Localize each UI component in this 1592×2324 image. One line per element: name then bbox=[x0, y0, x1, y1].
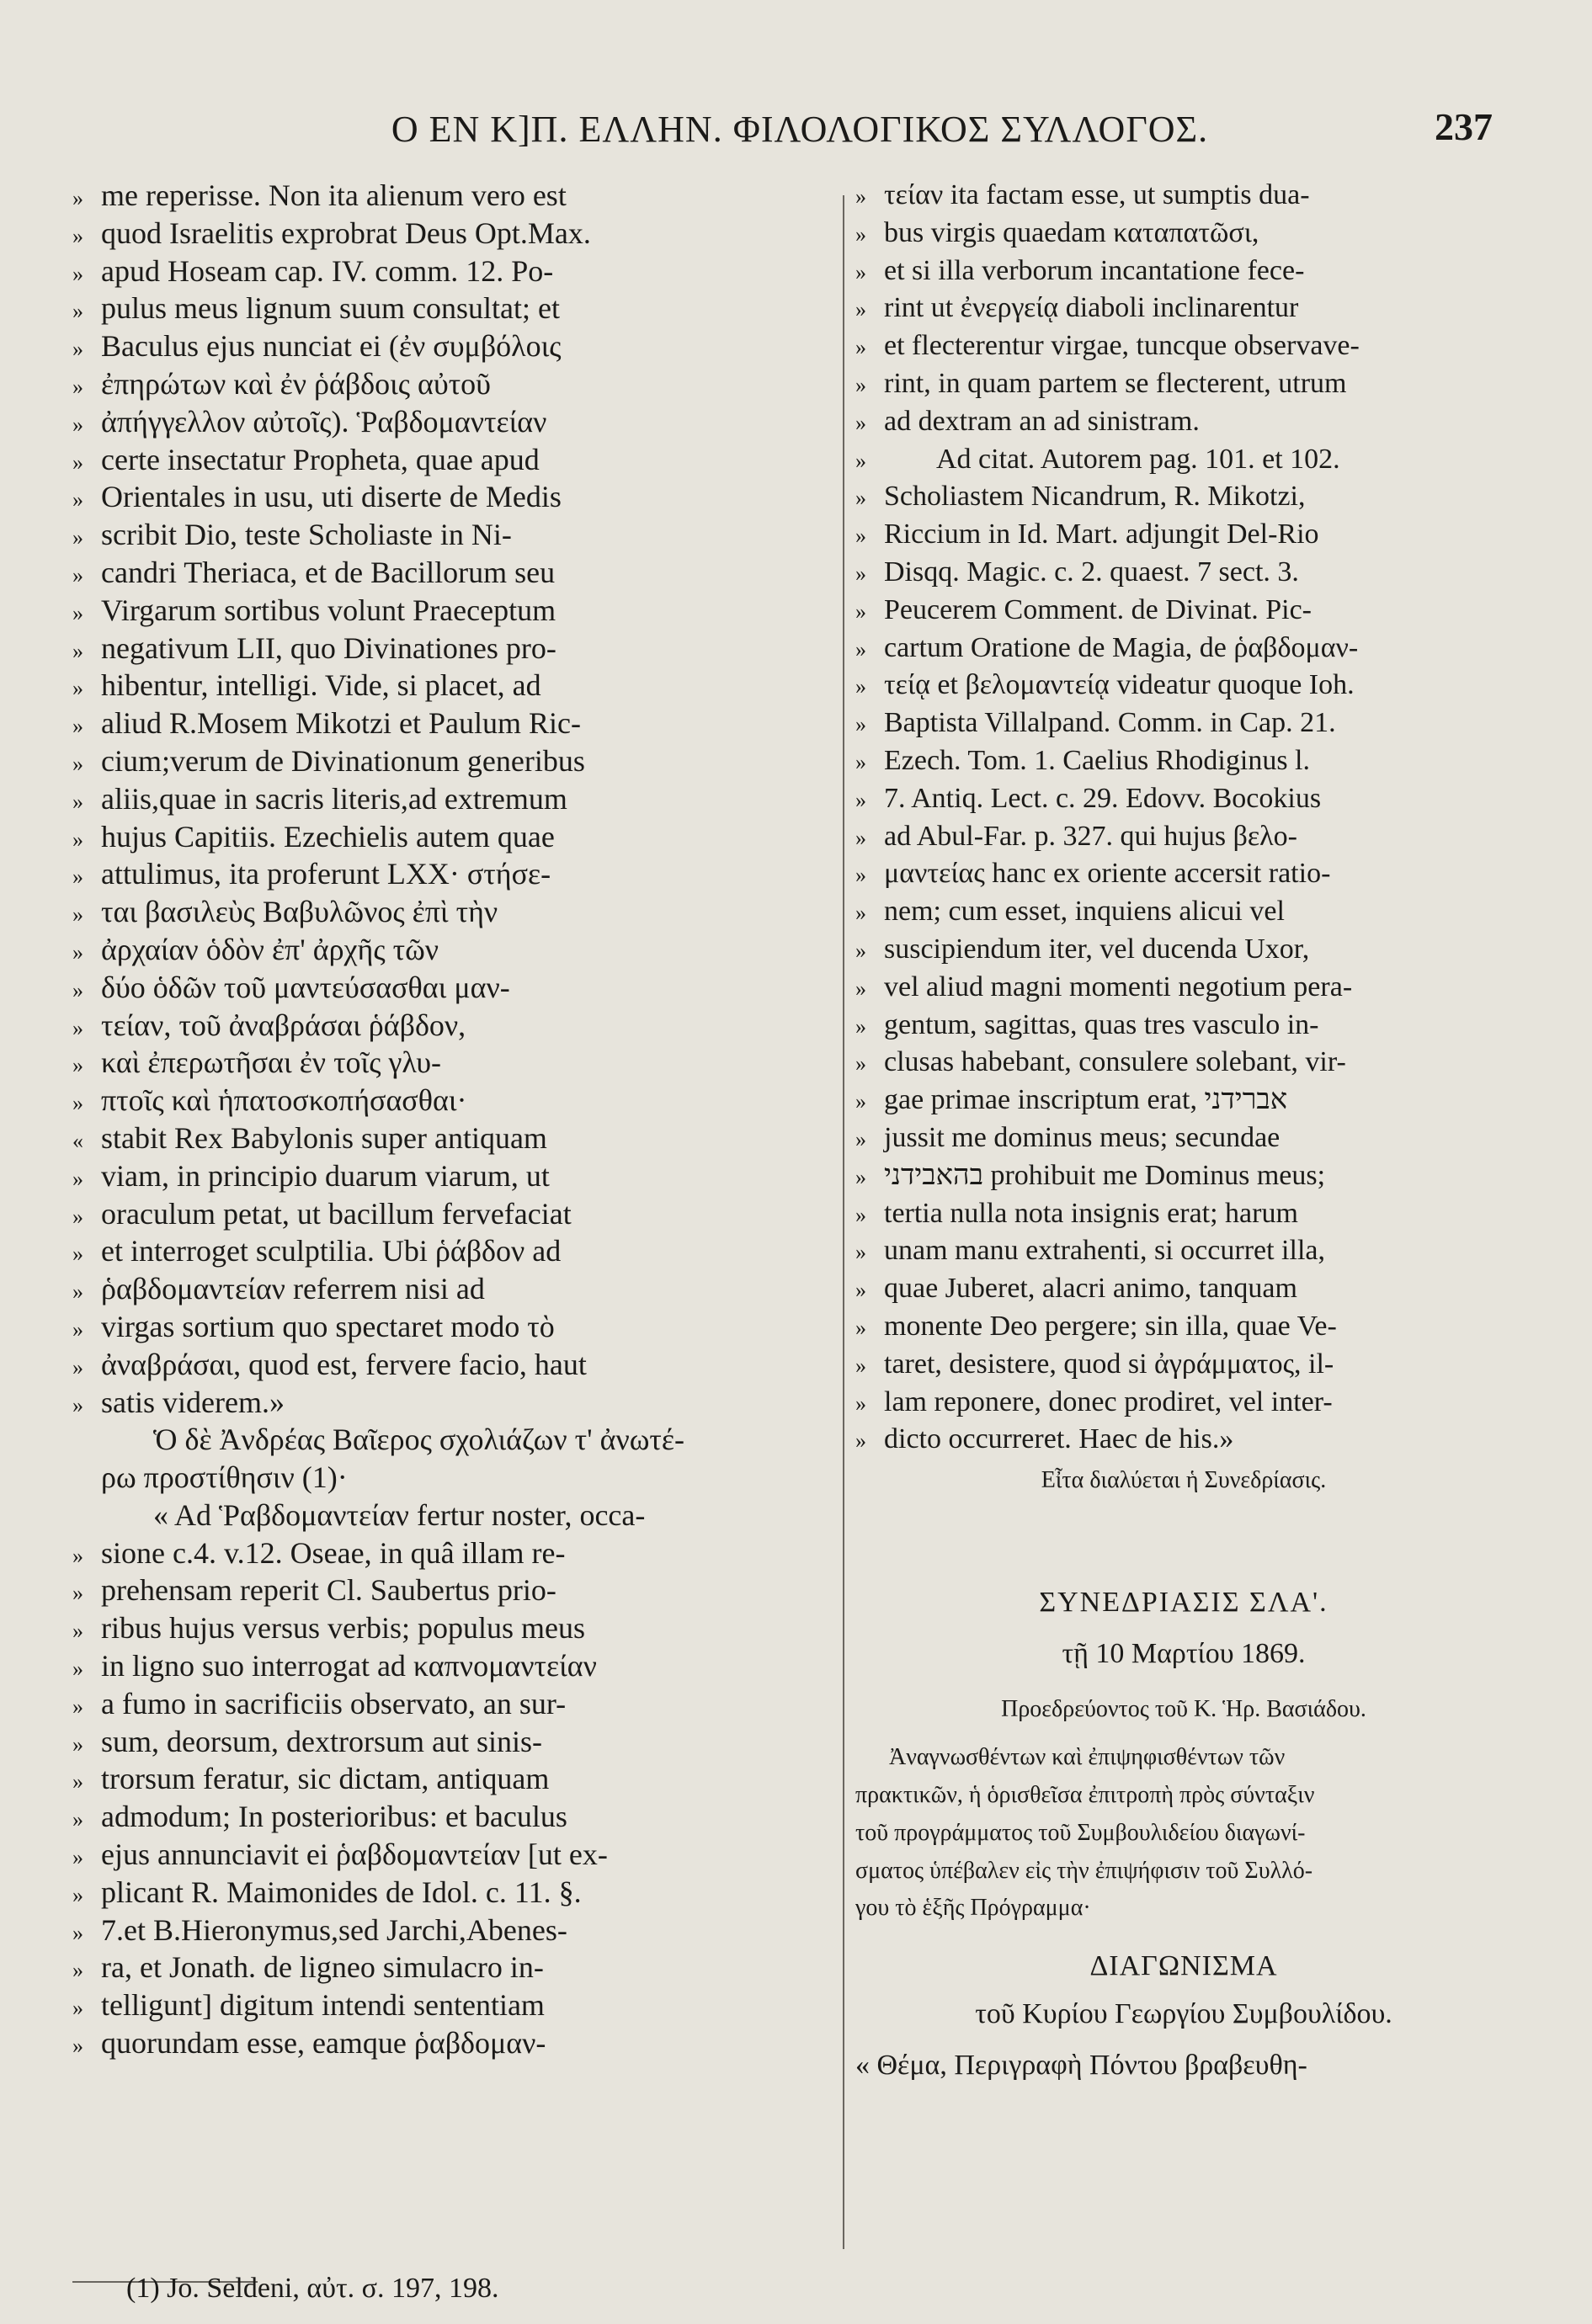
quote-mark: » bbox=[855, 1202, 866, 1227]
quote-mark: » bbox=[72, 261, 83, 286]
text-line bbox=[72, 177, 830, 215]
text-line bbox=[855, 327, 1512, 365]
quote-mark: » bbox=[855, 901, 866, 926]
text-line bbox=[72, 1609, 830, 1647]
quote-mark: » bbox=[855, 976, 866, 1001]
text-line bbox=[855, 290, 1512, 327]
line-text: ribus hujus versus verbis; populus meus bbox=[101, 1611, 585, 1646]
text-line bbox=[72, 667, 830, 705]
line-text: δύο ὁδῶν τοῦ μαντεύσασθαι μαν- bbox=[101, 970, 510, 1004]
line-text: Baptista Villalpand. Comm. in Cap. 21. bbox=[884, 707, 1336, 739]
line-text: ad Abul-Far. p. 327. qui hujus βελο- bbox=[884, 820, 1297, 852]
line-text: candri Theriaca, et de Bacillorum seu bbox=[101, 555, 556, 589]
quote-mark: » bbox=[72, 902, 83, 928]
text-line bbox=[855, 742, 1512, 780]
text-line bbox=[855, 441, 1512, 479]
page-header bbox=[0, 101, 1592, 168]
text-line bbox=[72, 1685, 830, 1723]
line-text: aliud R.Mosem Mikotzi et Paulum Ric- bbox=[101, 706, 581, 741]
quote-mark: » bbox=[855, 1089, 866, 1114]
line-text: telligunt] digitum intendi sententiam bbox=[101, 1988, 545, 2023]
quote-mark: » bbox=[72, 1581, 83, 1606]
quote-mark: » bbox=[72, 1091, 83, 1116]
line-text: Virgarum sortibus volunt Praeceptum bbox=[101, 593, 556, 627]
line-text: Riccium in Id. Mart. adjungit Del-Rio bbox=[884, 519, 1319, 550]
line-text: ejus annunciavit ei ῥαβδομαντείαν [ut ex- bbox=[101, 1837, 608, 1872]
text-line bbox=[72, 1723, 830, 1761]
text-line bbox=[72, 1571, 830, 1609]
text-line bbox=[855, 1044, 1512, 1082]
quote-mark: » bbox=[855, 372, 866, 397]
quote-mark: » bbox=[855, 1428, 866, 1454]
quote-mark: » bbox=[72, 751, 83, 776]
line-text: sione c.4. v.12. Oseae, in quâ illam re- bbox=[101, 1535, 566, 1570]
spacer bbox=[855, 1500, 1512, 1584]
quote-mark: » bbox=[72, 223, 83, 248]
line-text: τείαν, τοῦ ἀναβράσαι ῥάβδον, bbox=[101, 1008, 466, 1042]
text-line bbox=[72, 1647, 830, 1685]
line-text: jussit me dominus meus; secundae bbox=[884, 1121, 1281, 1153]
line-text: monente Deo pergere; sin illa, quae Ve- bbox=[884, 1310, 1337, 1342]
text-line bbox=[72, 592, 830, 630]
quote-mark: » bbox=[855, 1164, 866, 1189]
line-text: rint ut ἐνεργείᾳ diaboli inclinarentur bbox=[884, 292, 1299, 324]
text-line bbox=[72, 1421, 830, 1459]
line-text: μαντείας hanc ex oriente accersit ratio- bbox=[884, 858, 1331, 890]
quote-mark: » bbox=[72, 1242, 83, 1267]
line-text: suscipiendum iter, vel ducenda Uxor, bbox=[884, 933, 1310, 965]
text-line bbox=[72, 818, 830, 856]
session-paragraph-line: πρακτικῶν, ἡ ὁρισθεῖσα ἐπιτροπὴ πρὸς σύνταξιν bbox=[855, 1782, 1315, 1809]
line-text: ρω προστίθησιν (1)· bbox=[101, 1460, 348, 1495]
quote-mark: » bbox=[72, 299, 83, 324]
quote-mark: » bbox=[72, 374, 83, 399]
line-text: cartum Oratione de Magia, de ῥαβδομαν- bbox=[884, 631, 1359, 663]
line-text: attulimus, ita proferunt LXX· στήσε- bbox=[101, 857, 551, 891]
line-text: ad dextram an ad sinistram. bbox=[884, 405, 1200, 437]
session-title: ΣΥΝΕΔΡΙΑΣΙΣ ΣΛΑ'. bbox=[1039, 1586, 1328, 1618]
quote-mark: » bbox=[72, 600, 83, 625]
text-line bbox=[72, 554, 830, 592]
line-text: Ὁ δὲ Ἀνδρέας Βαῖερος σχολιάζων τ' ἀνωτέ- bbox=[153, 1423, 684, 1457]
text-line bbox=[72, 1459, 830, 1497]
line-text: lam reponere, donec prodiret, vel inter- bbox=[884, 1385, 1333, 1417]
line-text: gentum, sagittas, quas tres vasculo in- bbox=[884, 1008, 1319, 1040]
text-line bbox=[855, 1119, 1512, 1157]
line-text: me reperisse. Non ita alienum vero est bbox=[101, 178, 567, 212]
quote-mark: » bbox=[855, 1240, 866, 1265]
text-line bbox=[72, 441, 830, 479]
line-text: et flecterentur virgae, tuncque observave- bbox=[884, 330, 1360, 362]
text-line bbox=[855, 478, 1512, 516]
quote-mark: « bbox=[72, 1128, 83, 1153]
line-text: plicant R. Maimonides de Idol. c. 11. §. bbox=[101, 1875, 582, 1909]
line-text: certe insectatur Propheta, quae apud bbox=[101, 442, 540, 476]
line-text: scribit Dio, teste Scholiaste in Ni- bbox=[101, 518, 512, 552]
line-text: καὶ ἐπερωτῆσαι ἐν τοῖς γλυ- bbox=[101, 1045, 442, 1080]
quote-mark: » bbox=[855, 1278, 866, 1303]
line-text: trorsum feratur, sic dictam, antiquam bbox=[101, 1762, 550, 1796]
line-text: πτοῖς καὶ ἡπατοσκοπήσασθαι· bbox=[101, 1083, 467, 1118]
text-line bbox=[855, 1384, 1512, 1422]
contest-subtitle: τοῦ Κυρίου Γεωργίου Συμβουλίδου. bbox=[975, 1998, 1392, 2030]
page-number: 237 bbox=[1435, 105, 1493, 148]
text-line bbox=[855, 1232, 1512, 1270]
line-text: in ligno suo interrogat ad καπνομαντείαν bbox=[101, 1649, 597, 1683]
line-text: virgas sortium quo spectaret modo τὸ bbox=[101, 1309, 555, 1343]
contest-title: ΔΙΑΓΩΝΙΣΜΑ bbox=[1089, 1950, 1278, 1982]
quote-mark: » bbox=[855, 1126, 866, 1151]
line-text: τείαν ita factam esse, ut sumptis dua- bbox=[884, 179, 1310, 210]
line-text: negativum LII, quo Divinationes pro- bbox=[101, 630, 556, 665]
text-line bbox=[72, 1007, 830, 1045]
line-text: ἐπηρώτων καὶ ἐν ῥάβδοις αὐτοῦ bbox=[101, 366, 492, 401]
quote-mark: » bbox=[72, 1657, 83, 1682]
line-text: cium;verum de Divinationum generibus bbox=[101, 743, 585, 778]
text-line bbox=[72, 1346, 830, 1384]
line-text: quod Israelitis exprobrat Deus Opt.Max. bbox=[101, 215, 591, 250]
quote-mark: » bbox=[72, 789, 83, 814]
text-line bbox=[855, 1195, 1512, 1233]
line-text: τείᾳ et βελομαντείᾳ videatur quoque Ioh. bbox=[884, 669, 1355, 701]
quote-mark: » bbox=[72, 186, 83, 210]
text-line bbox=[72, 780, 830, 818]
quote-mark: » bbox=[72, 1845, 83, 1870]
quote-mark: » bbox=[855, 1353, 866, 1378]
line-text: sum, deorsum, dextrorsum aut sinis- bbox=[101, 1724, 542, 1758]
line-text: nem; cum esset, inquiens alicui vel bbox=[884, 896, 1285, 928]
right-column-text bbox=[855, 177, 1512, 1459]
line-text: stabit Rex Babylonis super antiquam bbox=[101, 1120, 547, 1155]
text-line bbox=[855, 1346, 1512, 1384]
line-text: 7. Antiq. Lect. c. 29. Edovv. Bocokius bbox=[884, 782, 1322, 814]
line-text: ἀναβράσαι, quod est, fervere facio, haut bbox=[101, 1347, 587, 1381]
text-line bbox=[855, 253, 1512, 290]
text-line bbox=[72, 1232, 830, 1270]
text-line bbox=[72, 516, 830, 554]
quote-mark: » bbox=[855, 863, 866, 888]
line-text: oraculum petat, ut bacillum fervefaciat bbox=[101, 1196, 572, 1231]
text-line bbox=[855, 592, 1512, 630]
text-line bbox=[855, 1157, 1512, 1195]
quote-mark: » bbox=[72, 1166, 83, 1191]
quote-mark: » bbox=[72, 1316, 83, 1342]
line-text: et si illa verborum incantatione fece- bbox=[884, 254, 1305, 286]
quote-mark: » bbox=[855, 1391, 866, 1416]
text-line bbox=[855, 630, 1512, 667]
text-line bbox=[72, 742, 830, 780]
quote-mark: » bbox=[855, 448, 866, 473]
text-line bbox=[855, 931, 1512, 969]
text-line bbox=[855, 516, 1512, 554]
column-divider bbox=[843, 195, 844, 2249]
line-text: ται βασιλεὺς Βαβυλῶνος ἐπὶ τὴν bbox=[101, 895, 498, 929]
left-column bbox=[72, 177, 830, 2062]
quote-mark: » bbox=[855, 184, 866, 209]
text-line bbox=[855, 893, 1512, 931]
quote-mark: » bbox=[72, 1769, 83, 1795]
quote-mark: » bbox=[72, 1204, 83, 1229]
quote-mark: » bbox=[72, 977, 83, 1002]
quote-mark: » bbox=[855, 524, 866, 549]
quote-mark: » bbox=[855, 561, 866, 586]
quote-mark: » bbox=[855, 787, 866, 812]
quote-mark: » bbox=[855, 825, 866, 850]
quote-mark: » bbox=[855, 1315, 866, 1340]
text-line bbox=[72, 290, 830, 327]
line-text: a fumo in sacrificiis observato, an sur- bbox=[101, 1686, 567, 1720]
footnote: (1) Jo. Seldeni, αὐτ. σ. 197, 198. bbox=[126, 2273, 499, 2304]
line-text: vel aliud magni momenti negotium pera- bbox=[884, 971, 1353, 1002]
text-line bbox=[855, 780, 1512, 818]
line-text: tertia nulla nota insignis erat; harum bbox=[884, 1197, 1298, 1229]
text-line bbox=[72, 327, 830, 365]
quote-mark: » bbox=[72, 1543, 83, 1568]
running-title: Ο ΕΝ Κ]Π. ΕΛΛΗΝ. ΦΙΛΟΛΟΓΙΚΟΣ ΣΥΛΛΟΓΟΣ. bbox=[391, 109, 1209, 150]
text-line bbox=[72, 969, 830, 1007]
quote-mark: » bbox=[855, 410, 866, 435]
session-presiding: Προεδρεύοντος τοῦ Κ. Ἡρ. Βασιάδου. bbox=[1001, 1696, 1366, 1723]
text-line bbox=[72, 1874, 830, 1912]
line-text: ra, et Jonath. de ligneo simulacro in- bbox=[101, 1950, 544, 1985]
line-text: Ezech. Tom. 1. Caelius Rhodiginus l. bbox=[884, 744, 1310, 776]
quote-mark: » bbox=[72, 337, 83, 362]
quote-mark: » bbox=[855, 486, 866, 511]
text-line bbox=[72, 1534, 830, 1572]
session-paragraph-line: τοῦ προγράμματος τοῦ Συμβουλιδείου διαγωνί- bbox=[855, 1819, 1306, 1846]
quote-mark: » bbox=[855, 221, 866, 247]
line-text: dicto occurreret. Haec de his.» bbox=[884, 1423, 1234, 1455]
text-line bbox=[855, 1007, 1512, 1045]
text-line bbox=[72, 1157, 830, 1195]
quote-mark: » bbox=[855, 259, 866, 285]
text-line bbox=[855, 1308, 1512, 1346]
quote-mark: » bbox=[855, 938, 866, 963]
quote-mark: » bbox=[72, 864, 83, 890]
contest-first-line: « Θέμα, Περιγραφὴ Πόντου βραβευθη- bbox=[855, 2049, 1307, 2081]
quote-mark: » bbox=[72, 562, 83, 588]
line-text: בהאבידני prohibuit me Dominus meus; bbox=[884, 1159, 1326, 1191]
text-line bbox=[855, 403, 1512, 441]
line-text: « Ad Ῥαβδομαντείαν fertur noster, occa- bbox=[153, 1497, 646, 1532]
line-text: admodum; In posterioribus: et baculus bbox=[101, 1800, 567, 1834]
text-line bbox=[72, 1912, 830, 1949]
line-text: bus virgis quaedam καταπατῶσι, bbox=[884, 216, 1259, 248]
line-text: Scholiastem Nicandrum, R. Mikotzi, bbox=[884, 481, 1306, 513]
quote-mark: » bbox=[72, 1807, 83, 1832]
line-text: Peucerem Comment. de Divinat. Pic- bbox=[884, 593, 1312, 625]
text-line bbox=[72, 855, 830, 893]
text-line bbox=[72, 478, 830, 516]
line-text: rint, in quam partem se flecterent, utrum bbox=[884, 367, 1347, 399]
quote-mark: » bbox=[855, 598, 866, 624]
line-text: clusas habebant, consulere solebant, vir- bbox=[884, 1046, 1346, 1078]
quote-mark: » bbox=[72, 1731, 83, 1757]
line-text: apud Hoseam cap. IV. comm. 12. Po- bbox=[101, 253, 554, 288]
line-text: aliis,quae in sacris literis,ad extremum bbox=[101, 781, 567, 816]
quote-mark: » bbox=[855, 749, 866, 774]
line-text: ῥαβδομαντείαν referrem nisi ad bbox=[101, 1272, 485, 1306]
line-text: hibentur, intelligi. Vide, si placet, ad bbox=[101, 668, 541, 703]
session-date: τῇ 10 Μαρτίου 1869. bbox=[1062, 1637, 1306, 1669]
quote-mark: » bbox=[72, 939, 83, 965]
text-line bbox=[72, 1270, 830, 1308]
quote-mark: » bbox=[72, 1920, 83, 1945]
session-paragraph bbox=[855, 1739, 1512, 1928]
text-line bbox=[72, 1986, 830, 2024]
quote-mark: » bbox=[72, 1354, 83, 1380]
line-text: unam manu extrahenti, si occurret illa, bbox=[884, 1235, 1325, 1267]
line-text: satis viderem.» bbox=[101, 1385, 285, 1419]
line-text: et interroget sculptilia. Ubi ῥάβδον ad bbox=[101, 1234, 562, 1268]
line-text: gae primae inscriptum erat, אברידני bbox=[884, 1084, 1288, 1116]
quote-mark: » bbox=[72, 1619, 83, 1644]
quote-mark: » bbox=[855, 636, 866, 662]
text-line bbox=[855, 818, 1512, 856]
line-text: ἀπήγγελλον αὐτοῖς). Ῥαβδομαντείαν bbox=[101, 404, 547, 439]
text-line bbox=[72, 1308, 830, 1346]
text-line bbox=[855, 969, 1512, 1007]
text-line bbox=[72, 2024, 830, 2062]
line-text: quorundam esse, eamque ῥαβδομαν- bbox=[101, 2026, 546, 2061]
text-line bbox=[72, 1082, 830, 1119]
text-line bbox=[72, 1044, 830, 1082]
text-line bbox=[72, 403, 830, 441]
text-line bbox=[72, 1384, 830, 1422]
text-line bbox=[855, 365, 1512, 403]
quote-mark: » bbox=[72, 1882, 83, 1907]
line-text: 7.et B.Hieronymus,sed Jarchi,Abenes- bbox=[101, 1912, 567, 1947]
text-line bbox=[72, 365, 830, 403]
text-line bbox=[855, 1082, 1512, 1119]
text-line bbox=[72, 893, 830, 931]
quote-mark: » bbox=[72, 525, 83, 550]
text-line bbox=[855, 1270, 1512, 1308]
quote-mark: » bbox=[855, 1013, 866, 1039]
session-paragraph-line: Ἀναγνωσθέντων καὶ ἐπιψηφισθέντων τῶν bbox=[889, 1744, 1286, 1771]
quote-mark: » bbox=[72, 1996, 83, 2021]
text-line bbox=[72, 1798, 830, 1836]
quote-mark: » bbox=[855, 674, 866, 699]
quote-mark: » bbox=[72, 1392, 83, 1417]
quote-mark: » bbox=[72, 412, 83, 437]
right-column bbox=[855, 177, 1512, 2085]
quote-mark: » bbox=[72, 1694, 83, 1719]
session-closing-line: Εἶτα διαλύεται ἡ Συνεδρίασις. bbox=[1041, 1467, 1327, 1494]
line-text: hujus Capitiis. Ezechielis autem quae bbox=[101, 819, 555, 854]
quote-mark: » bbox=[72, 487, 83, 513]
quote-mark: » bbox=[72, 2034, 83, 2059]
line-text: Baculus ejus nunciat ei (ἐν συμβόλοις bbox=[101, 329, 562, 364]
quote-mark: » bbox=[72, 714, 83, 739]
quote-mark: » bbox=[72, 1279, 83, 1305]
line-text: pulus meus lignum suum consultat; et bbox=[101, 291, 560, 326]
line-text: taret, desistere, quod si ἀγράμματος, il- bbox=[884, 1348, 1334, 1380]
quote-mark: » bbox=[72, 1958, 83, 1983]
line-text: viam, in principio duarum viarum, ut bbox=[101, 1158, 550, 1193]
text-line bbox=[855, 855, 1512, 893]
text-line bbox=[72, 1497, 830, 1534]
text-line bbox=[855, 215, 1512, 253]
text-line bbox=[855, 705, 1512, 742]
text-line bbox=[855, 1421, 1512, 1459]
text-line bbox=[72, 931, 830, 969]
text-line bbox=[72, 1119, 830, 1157]
text-line bbox=[72, 215, 830, 253]
line-text: quae Juberet, alacri animo, tanquam bbox=[884, 1273, 1297, 1305]
quote-mark: » bbox=[855, 335, 866, 360]
text-line bbox=[72, 1760, 830, 1798]
quote-mark: » bbox=[72, 676, 83, 701]
text-line bbox=[72, 1949, 830, 1986]
text-line bbox=[72, 705, 830, 742]
line-text: ἀρχαίαν ὁδὸν ἐπ' ἀρχῆς τῶν bbox=[101, 932, 439, 966]
quote-mark: » bbox=[72, 1015, 83, 1040]
text-line bbox=[72, 1195, 830, 1233]
quote-mark: » bbox=[855, 297, 866, 322]
line-text: Orientales in usu, uti diserte de Medis bbox=[101, 480, 562, 514]
text-line bbox=[72, 1836, 830, 1874]
line-text: prehensam reperit Cl. Saubertus prio- bbox=[101, 1573, 556, 1608]
quote-mark: » bbox=[72, 638, 83, 663]
quote-mark: » bbox=[855, 712, 866, 737]
text-line bbox=[72, 630, 830, 667]
quote-mark: » bbox=[855, 1051, 866, 1077]
quote-mark: » bbox=[72, 827, 83, 852]
session-paragraph-line: σματος ὑπέβαλεν εἰς τὴν ἐπιψήφισιν τοῦ Συλλό- bbox=[855, 1857, 1313, 1884]
text-line bbox=[72, 253, 830, 290]
line-text: Disqq. Magic. c. 2. quaest. 7 sect. 3. bbox=[884, 556, 1299, 588]
line-text: Ad citat. Autorem pag. 101. et 102. bbox=[936, 443, 1340, 475]
quote-mark: » bbox=[72, 1053, 83, 1078]
quote-mark: » bbox=[72, 449, 83, 475]
session-paragraph-line: γου τὸ ἑξῆς Πρόγραμμα· bbox=[855, 1895, 1091, 1922]
text-line bbox=[855, 667, 1512, 705]
text-line bbox=[855, 177, 1512, 215]
text-line bbox=[855, 554, 1512, 592]
